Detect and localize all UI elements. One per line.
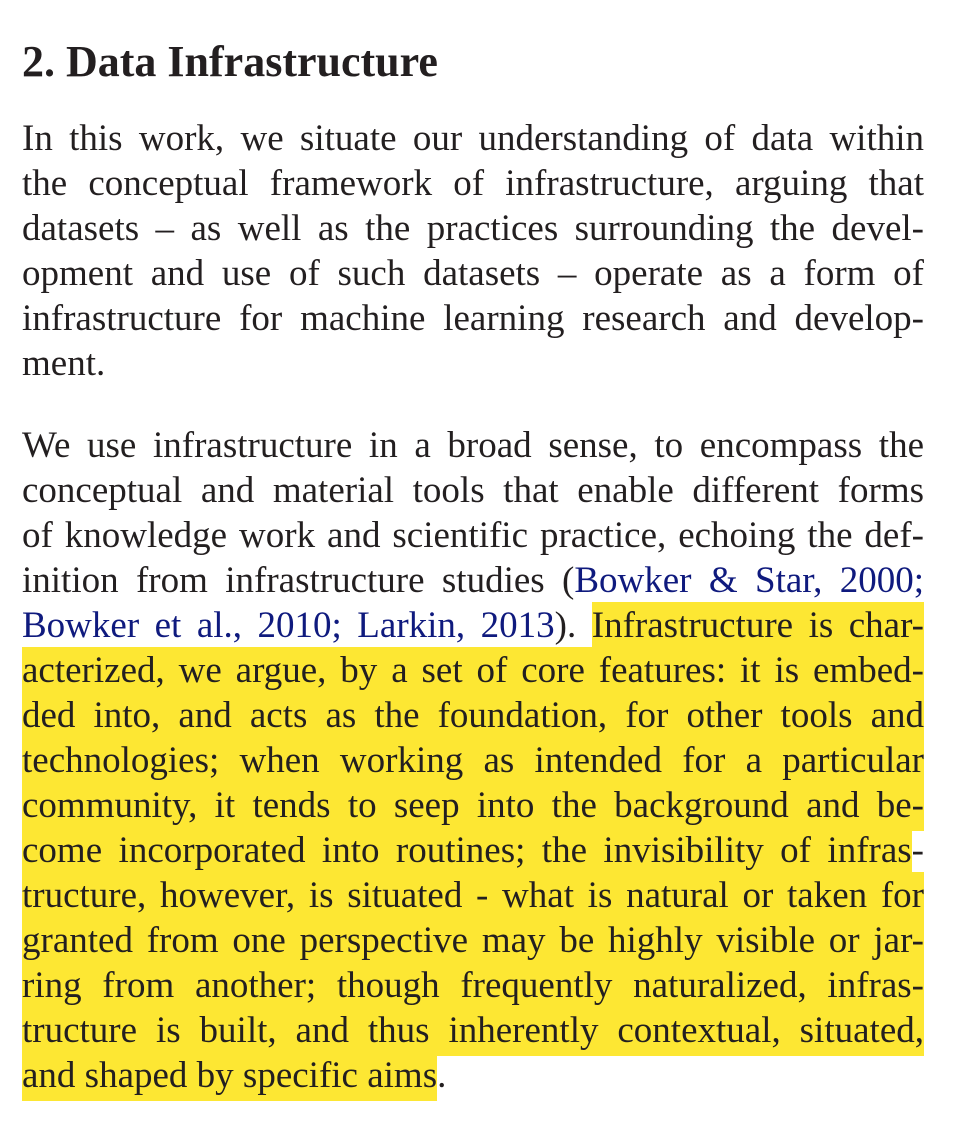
text-segment: conceptual and material tools that enable different forms [22,470,924,511]
paragraph-intro [22,116,924,386]
text-line [22,738,924,783]
highlighted-text: acterized, we argue, by a set of core features: it is embed- [22,647,924,696]
citation-link[interactable]: Bowker & Star, 2000; [574,560,924,601]
text-segment: infrastructure for machine learning research and develop- [22,298,924,339]
text-line [22,693,924,738]
text-segment: datasets – as well as the practices surrounding the devel- [22,208,924,249]
text-line [22,1008,924,1053]
text-line [22,513,924,558]
text-line [22,648,924,693]
text-line [22,423,924,468]
text-line [22,918,924,963]
text-segment: In this work, we situate our understanding of data within [22,118,924,159]
text-line [22,296,924,341]
highlighted-text: d, [896,1007,924,1056]
text-line [22,468,924,513]
text-segment: opment and use of such datasets – operate as a form of [22,253,924,294]
text-segment: We use infrastructure in a broad sense, to encompass the [22,425,924,466]
text-segment: inition from infrastructure studies ( [22,560,575,601]
text-line [22,161,924,206]
text-segment: ment. [22,343,106,384]
section-heading: 2. Data Infrastructure [22,37,438,86]
text-line [22,341,924,386]
citation-link[interactable]: Bowker et al., 2010; Larkin, 2013 [22,605,555,646]
text-line [22,1053,924,1098]
highlighted-text: tructure, however, is situated - what is natural or taken for [22,872,924,921]
highlighted-text: community, it tends to seep into the background and be- [22,782,924,831]
text-segment: of knowledge work and scientific practice, echoing the def- [22,515,924,556]
text-line [22,206,924,251]
text-segment: the conceptual framework of infrastructure, arguing that [22,163,924,204]
highlighted-text: come incorporated into routines; the invisibility of infras [22,827,912,876]
highlighted-text: granted from one perspective may be highly visible or jar- [22,917,924,966]
highlighted-text: tructure is built, and thus inherently contextual, situate [22,1007,896,1056]
text-line [22,116,924,161]
text-segment: - [911,830,924,871]
highlighted-text: ring from another; though frequently naturalized, infras- [22,962,924,1011]
text-segment: ). [554,605,592,646]
text-segment: . [437,1055,447,1096]
text-line [22,603,924,648]
text-line [22,963,924,1008]
highlighted-text: ded into, and acts as the foundation, for other tools and [22,692,924,741]
highlighted-text: technologies; when working as intended for a particular [22,737,924,786]
paragraph-infrastructure-definition [22,423,924,1098]
highlighted-text: Infrastructure is char- [592,602,924,651]
text-line [22,251,924,296]
text-line [22,828,924,873]
highlighted-text: and shaped by specific aims [22,1052,437,1101]
text-line [22,873,924,918]
text-line [22,558,924,603]
text-line [22,783,924,828]
